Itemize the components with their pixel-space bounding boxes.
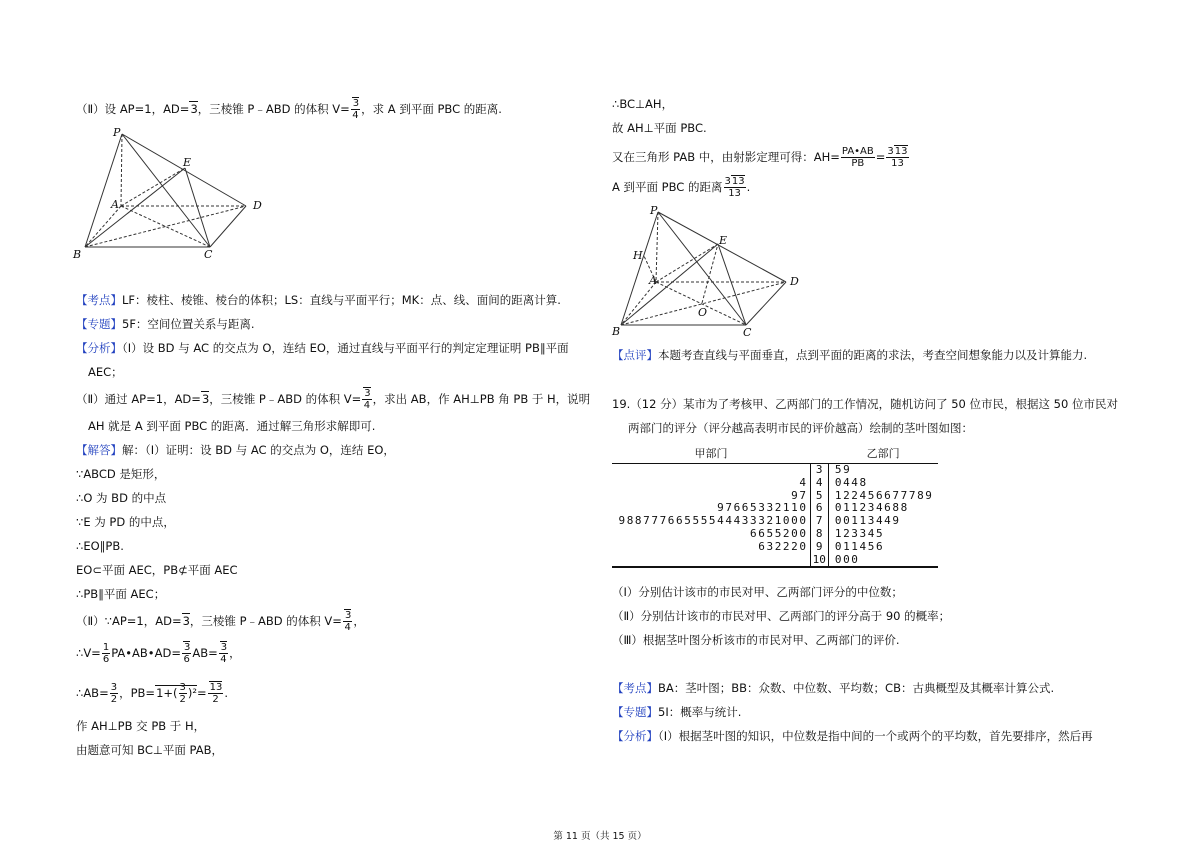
stem-row: 97665332110 6 011234688 [612,502,938,515]
step-9: ∴AB= $\frac{3}{2}$ ，PB=1+( $\frac{3}{2}$ )²= $\frac{13}{2}$ . [76,682,229,705]
zhuanti-tag: 【专题】 [612,705,658,719]
fig1-label-p: P [113,126,121,139]
right-line-2: 故 AH⊥平面 PBC. [612,121,707,135]
q19-part3: （Ⅲ）根据茎叶图分析该市的市民对甲、乙两部门的评价. [612,633,900,647]
right-line-4: A 到平面 PBC 的距离 $\frac{313}{13}$ . [612,176,751,199]
step-8: ∴V= $\frac{1}{6}$ PA•AB•AD= $\frac{3}{6}$ AB= $\frac{3}{4}$ ， [76,642,241,665]
stem-row: 6655200 8 123345 [612,528,938,541]
step-7: （Ⅱ）∵AP=1，AD=3，三棱锥 P﹣ABD 的体积 V= $\frac{3}{4}$ ， [76,610,365,633]
fig1-label-c: C [204,248,213,261]
page-footer: 第 11 页（共 15 页） [553,831,647,842]
pyramid-figure-1 [70,126,270,262]
fig2-label-b: B [612,325,621,338]
fenxi-part2-cont: AH 就是 A 到平面 PBC 的距离．通过解三角形求解即可. [88,419,376,433]
dianping-line: 【点评】本题考查直线与平面垂直，点到平面的距离的求法，考查空间想象能力以及计算能力. [612,348,1088,362]
kaodian-tag: 【考点】 [76,293,122,307]
fig1-label-d: D [253,199,262,212]
jieda-line: 【解答】解：（Ⅰ）证明：设 BD 与 AC 的交点为 O，连结 EO， [76,443,395,457]
pyramid-figure-2 [606,204,806,340]
stem-head-left: 甲部门 [612,442,810,464]
zhuanti-tag: 【专题】 [76,317,122,331]
stem-row: 3 59 [612,464,938,477]
fenxi-line-left: 【分析】（Ⅰ）设 BD 与 AC 的交点为 O，连结 EO，通过直线与平面平行的判定定理证明 PB∥平面 [76,341,569,355]
fig2-label-d: D [790,275,799,288]
fig2-label-c: C [743,326,752,339]
fig2-label-h: H [633,249,643,262]
fig2-label-p: P [650,204,658,217]
zhuanti-line-right: 【专题】5I：概率与统计. [612,705,742,719]
fenxi-line-left-cont: AEC； [88,365,123,379]
fenxi-line-right: 【分析】（Ⅰ）根据茎叶图的知识，中位数是指中间的一个或两个的平均数，首先要排序，然后再 [612,729,1093,743]
fenxi-tag: 【分析】 [612,729,658,743]
fenxi-part2: （Ⅱ）通过 AP=1，AD=3，三棱锥 P﹣ABD 的体积 V= $\frac{3}{4}$ ，求出 AB，作 AH⊥PB 角 PB 于 H，说明 [76,388,591,411]
stem-row: 4 4 0448 [612,477,938,490]
fig1-label-b: B [73,248,82,261]
step-6: ∴PB∥平面 AEC； [76,587,166,601]
step-4: ∴EO∥PB. [76,539,124,553]
part2-question: （Ⅱ）设 AP=1，AD=3，三棱锥 P﹣ABD 的体积 V= $\frac{3}{4}$ ，求 A 到平面 PBC 的距离. [76,98,502,121]
q19-line-2: 两部门的评分（评分越高表明市民的评价越高）绘制的茎叶图如图： [628,421,973,435]
step-10: 作 AH⊥PB 交 PB 于 H， [76,719,206,733]
kaodian-line-left: 【考点】LF：棱柱、棱锥、棱台的体积；LS：直线与平面平行；MK：点、线、面间的距离计算. [76,293,561,307]
stem-row: 10 000 [612,554,938,568]
fenxi-tag: 【分析】 [76,341,122,355]
fig2-label-a: A [649,274,657,287]
fig1-label-e: E [183,156,192,169]
stem-row: 98877766555544433321000 7 00113449 [612,515,938,528]
stem-head-right: 乙部门 [828,442,938,464]
dianping-tag: 【点评】 [612,348,658,362]
step-2: ∴O 为 BD 的中点 [76,491,167,505]
fig1-label-a: A [111,198,119,211]
right-line-1: ∴BC⊥AH， [612,97,674,111]
right-line-3: 又在三角形 PAB 中，由射影定理可得：AH= $\frac{PA•AB}{PB}$ = $\frac{313}{13}$ [612,146,908,169]
stem-leaf-plot [612,442,938,568]
stem-row: 97 5 122456677789 [612,490,938,503]
fig2-label-e: E [719,234,728,247]
step-5: EO⊂平面 AEC，PB⊄平面 AEC [76,563,238,577]
zhuanti-line-left: 【专题】5F：空间位置关系与距离. [76,317,255,331]
q19-part2: （Ⅱ）分别估计该市的市民对甲、乙两部门的评分高于 90 的概率； [612,609,951,623]
q19-part1: （Ⅰ）分别估计该市的市民对甲、乙两部门评分的中位数； [612,585,903,599]
jieda-tag: 【解答】 [76,443,122,457]
step-11: 由题意可知 BC⊥平面 PAB， [76,743,224,757]
kaodian-tag: 【考点】 [612,681,658,695]
stem-row: 632220 9 011456 [612,541,938,554]
step-1: ∵ABCD 是矩形， [76,467,166,481]
fig2-label-o: O [698,306,708,319]
q19-line-1: 19.（12 分）某市为了考核甲、乙两部门的工作情况，随机访问了 50 位市民，根据这 50 位市民对 [612,397,1118,411]
kaodian-line-right: 【考点】BA：茎叶图；BB：众数、中位数、平均数；CB：古典概型及其概率计算公式. [612,681,1055,695]
step-3: ∵E 为 PD 的中点， [76,515,175,529]
